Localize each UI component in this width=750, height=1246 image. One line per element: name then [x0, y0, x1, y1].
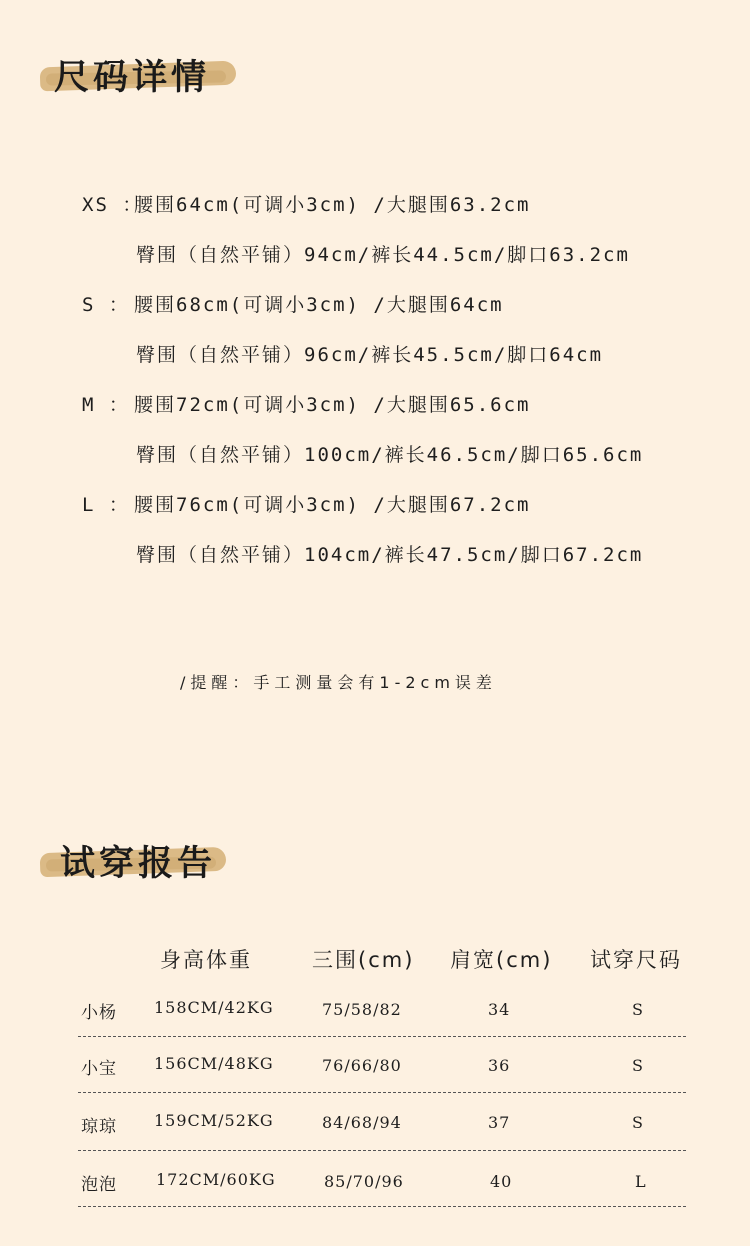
- size-text: 腰围68cm(可调小3cm) /大腿围64cm: [134, 294, 504, 316]
- size-label: M ：: [82, 394, 130, 416]
- cell-measurements: 75/58/82: [322, 1000, 402, 1019]
- header-shoulder: 肩宽(cm): [450, 948, 553, 972]
- table-row: [78, 1150, 686, 1207]
- cell-measurements: 85/70/96: [324, 1172, 404, 1191]
- cell-name: 小宝: [81, 1059, 117, 1079]
- cell-shoulder: 40: [490, 1172, 513, 1191]
- size-label: L ：: [82, 494, 130, 516]
- tryon-report-title: [40, 836, 260, 896]
- table-row: [78, 1036, 686, 1093]
- size-text: 腰围64cm(可调小3cm) /大腿围63.2cm: [134, 194, 531, 216]
- size-details-title: [40, 50, 260, 110]
- table-row: [78, 980, 686, 1037]
- size-line-s-1: [82, 290, 504, 317]
- size-line-l-1: [82, 490, 530, 517]
- cell-name: 泡泡: [81, 1175, 117, 1195]
- size-line-s-2: [136, 340, 603, 367]
- size-text: 臀围（自然平铺）96cm/裤长45.5cm/脚口64cm: [136, 344, 604, 366]
- cell-name: 小杨: [81, 1003, 117, 1023]
- tryon-report-heading: 试穿报告: [60, 844, 217, 884]
- cell-shoulder: 36: [488, 1056, 511, 1075]
- size-text: 腰围76cm(可调小3cm) /大腿围67.2cm: [134, 494, 531, 516]
- measurement-note: /提醒：手工测量会有1-2cm误差: [180, 673, 497, 692]
- cell-name: 琼琼: [81, 1117, 117, 1137]
- size-line-xs-1: [82, 190, 530, 217]
- cell-height-weight: 158CM/42KG: [154, 998, 274, 1017]
- cell-size: L: [635, 1172, 647, 1191]
- cell-shoulder: 37: [488, 1113, 511, 1132]
- size-text: 臀围（自然平铺）94cm/裤长44.5cm/脚口63.2cm: [136, 244, 630, 266]
- size-line-m-2: [136, 440, 643, 467]
- size-line-l-2: [136, 540, 643, 567]
- size-line-xs-2: [136, 240, 630, 267]
- cell-height-weight: 172CM/60KG: [156, 1170, 276, 1189]
- table-row: [78, 1094, 686, 1151]
- size-label: S ：: [82, 294, 130, 316]
- cell-height-weight: 156CM/48KG: [154, 1054, 274, 1073]
- cell-size: S: [632, 1000, 644, 1019]
- cell-size: S: [632, 1056, 644, 1075]
- cell-shoulder: 34: [488, 1000, 511, 1019]
- size-line-m-1: [82, 390, 530, 417]
- size-text: 臀围（自然平铺）100cm/裤长46.5cm/脚口65.6cm: [136, 444, 644, 466]
- cell-height-weight: 159CM/52KG: [154, 1111, 274, 1130]
- size-text: 腰围72cm(可调小3cm) /大腿围65.6cm: [134, 394, 531, 416]
- size-details-heading: 尺码详情: [54, 58, 211, 98]
- cell-measurements: 84/68/94: [322, 1113, 402, 1132]
- size-label: XS ：: [82, 194, 144, 216]
- size-text: 臀围（自然平铺）104cm/裤长47.5cm/脚口67.2cm: [136, 544, 644, 566]
- header-measurements: 三围(cm): [312, 948, 415, 972]
- cell-measurements: 76/66/80: [322, 1056, 402, 1075]
- header-size: 试穿尺码: [590, 948, 682, 972]
- cell-size: S: [632, 1113, 644, 1132]
- header-height-weight: 身高体重: [160, 948, 252, 972]
